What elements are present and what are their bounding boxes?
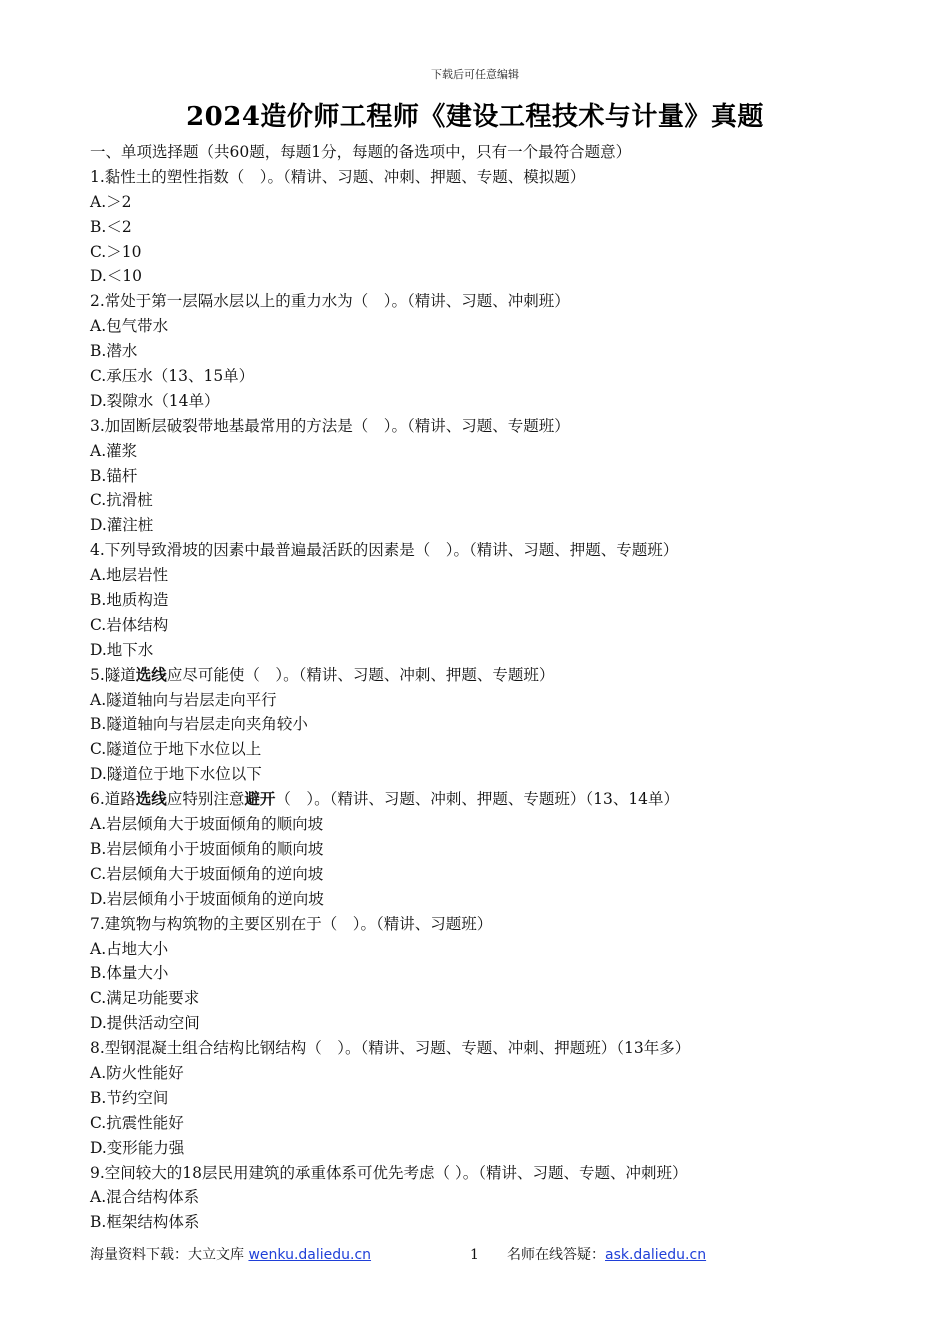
answer-option: C.＞10 (90, 242, 142, 261)
header-note: 下载后可任意编辑 (431, 68, 519, 81)
answer-option: D.灌注桩 (90, 516, 154, 535)
question-stem: 8.型钢混凝土组合结构比钢结构（ ）。（精讲、习题、专题、冲刺、押题班）（13年多） (90, 1039, 691, 1058)
stem-text: （ ）。（精讲、习题、冲刺、押题、专题班）（13、14单） (275, 790, 680, 809)
answer-option: D.提供活动空间 (90, 1014, 200, 1033)
stem-text: 应特别注意 (166, 790, 245, 809)
footer-left (90, 1243, 371, 1267)
answer-option: D.岩层倾角小于坡面倾角的逆向坡 (90, 889, 324, 908)
question-stem: 3.加固断层破裂带地基最常用的方法是（ ）。（精讲、习题、专题班） (90, 416, 570, 435)
stem-emphasis: 选线 (135, 790, 167, 809)
question-stem: 4.下列导致滑坡的因素中最普遍最活跃的因素是（ ）。（精讲、习题、押题、专题班） (90, 541, 679, 560)
footer-left-label: 海量资料下载：大立文库 (90, 1247, 249, 1263)
answer-option: A.灌浆 (90, 441, 138, 460)
answer-option: C.抗震性能好 (90, 1113, 184, 1132)
answer-option: D.变形能力强 (90, 1138, 185, 1157)
answer-option: B.地质构造 (90, 591, 169, 610)
question-list (90, 140, 890, 1235)
answer-option: C.岩层倾角大于坡面倾角的逆向坡 (90, 864, 324, 883)
answer-option: D.裂隙水（14单） (90, 391, 220, 410)
footer-right (507, 1243, 706, 1267)
question-stem: 1.黏性土的塑性指数（ ）。（精讲、习题、冲刺、押题、专题、模拟题） (90, 167, 586, 186)
answer-option: B.岩层倾角小于坡面倾角的顺向坡 (90, 839, 324, 858)
question-stem: 7.建筑物与构筑物的主要区别在于（ ）。（精讲、习题班） (90, 914, 493, 933)
answer-option: A.包气带水 (90, 317, 169, 336)
answer-option: C.隧道位于地下水位以上 (90, 740, 262, 759)
answer-option: C.抗滑桩 (90, 491, 153, 510)
answer-option: B.锚杆 (90, 466, 138, 485)
section-heading: 一、单项选择题（共60题，每题1分，每题的备选项中，只有一个最符合题意） (90, 143, 632, 161)
answer-option: B.隧道轴向与岩层走向夹角较小 (90, 715, 308, 734)
answer-option: A.隧道轴向与岩层走向平行 (90, 690, 277, 709)
document-title: 2024造价师工程师《建设工程技术与计量》真题 (186, 102, 764, 132)
question-stem: 9.空间较大的18层民用建筑的承重体系可优先考虑（ ）。（精讲、习题、专题、冲刺班） (90, 1163, 688, 1182)
answer-option: D.＜10 (90, 267, 143, 286)
page-number: 1 (470, 1247, 479, 1263)
stem-emphasis: 选线 (135, 665, 167, 684)
answer-option: C.岩体结构 (90, 615, 169, 634)
stem-text: 6.道路 (90, 790, 136, 809)
answer-option: D.隧道位于地下水位以下 (90, 765, 262, 784)
question-stem: 2.常处于第一层隔水层以上的重力水为（ ）。（精讲、习题、冲刺班） (90, 292, 570, 311)
answer-option: B.节约空间 (90, 1088, 169, 1107)
answer-option: A.占地大小 (90, 939, 169, 958)
stem-text: 应尽可能使（ ）。（精讲、习题、冲刺、押题、专题班） (166, 665, 555, 684)
wenku-link[interactable]: wenku.daliedu.cn (248, 1247, 372, 1263)
answer-option: A.混合结构体系 (90, 1188, 200, 1207)
answer-option: C.承压水（13、15单） (90, 367, 255, 386)
answer-option: A.地层岩性 (90, 566, 169, 585)
answer-option: A.岩层倾角大于坡面倾角的顺向坡 (90, 815, 324, 834)
stem-emphasis: 避开 (244, 790, 276, 809)
stem-text: 5.隧道 (90, 665, 136, 684)
answer-option: B.框架结构体系 (90, 1213, 200, 1232)
footer-right-label: 名师在线答疑： (507, 1247, 605, 1263)
question-stem (90, 787, 890, 812)
answer-option: B.潜水 (90, 342, 138, 361)
answer-option: A.＞2 (90, 192, 132, 211)
answer-option: B.＜2 (90, 217, 132, 236)
question-stem (90, 663, 890, 688)
answer-option: C.满足功能要求 (90, 989, 200, 1008)
answer-option: A.防火性能好 (90, 1063, 184, 1082)
answer-option: D.地下水 (90, 640, 154, 659)
answer-option: B.体量大小 (90, 964, 169, 983)
page-footer (90, 1243, 890, 1267)
ask-link[interactable]: ask.daliedu.cn (605, 1247, 707, 1263)
